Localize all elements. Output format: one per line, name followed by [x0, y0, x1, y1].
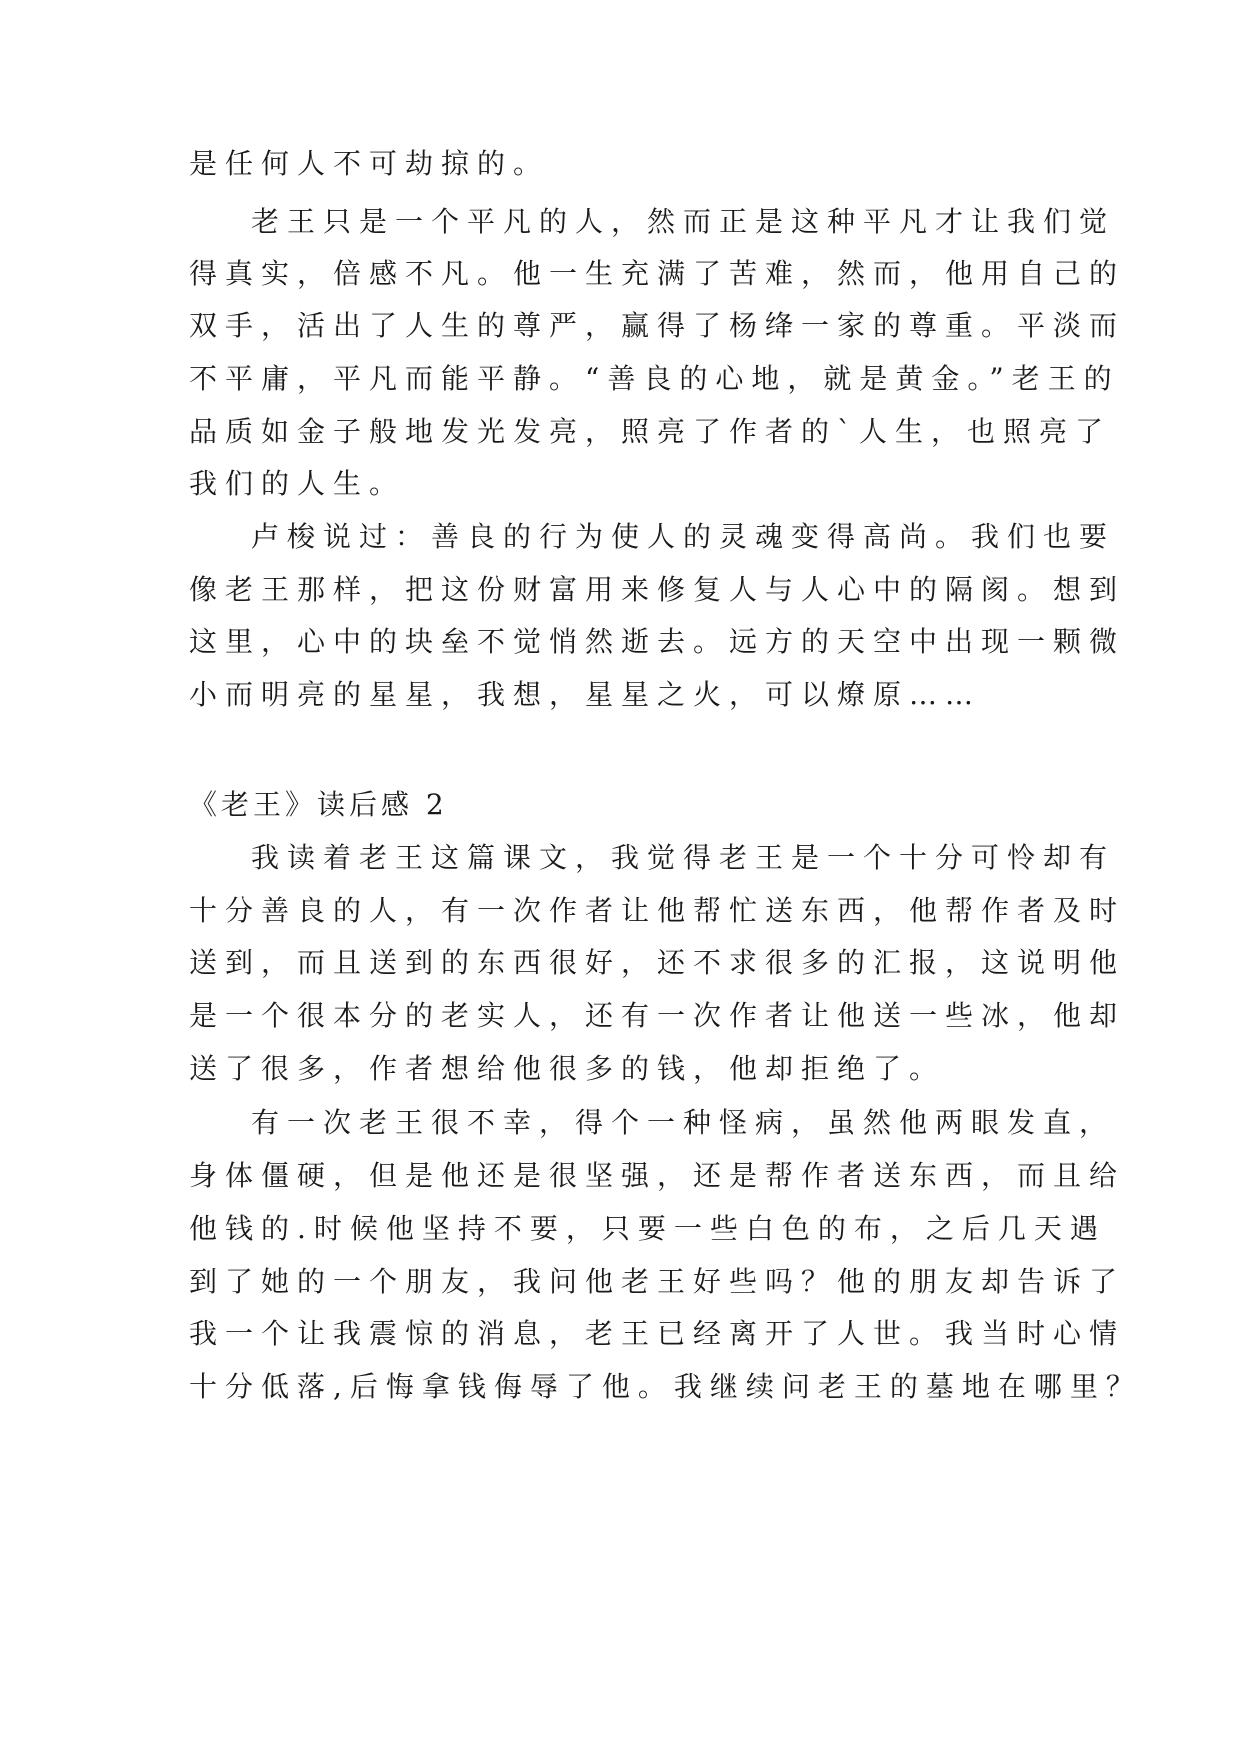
- text-line: 送了很多，作者想给他很多的钱，他却拒绝了。: [189, 1052, 946, 1085]
- text-line: 双手，活出了人生的尊严，赢得了杨绛一家的尊重。平淡而: [189, 309, 1126, 342]
- text-line: 不平庸，平凡而能平静。“善良的心地，就是黄金。”老王的: [189, 362, 1120, 395]
- text-line: 他钱的.时候他坚持不要，只要一些白色的布，之后几天遇: [189, 1212, 1106, 1245]
- text-line: 品质如金子般地发光发亮，照亮了作者的`人生，也照亮了: [189, 415, 1112, 448]
- text-line: 我们的人生。: [189, 467, 406, 500]
- text-line: 这里，心中的块垒不觉悄然逝去。远方的天空中出现一颗微: [189, 625, 1126, 658]
- paragraph-first-line: 我读着老王这篇课文，我觉得老王是一个十分可怜却有: [251, 841, 1116, 874]
- text-line: 是一个很本分的老实人，还有一次作者让他送一些冰，他却: [189, 999, 1126, 1032]
- text-line: 是任何人不可劫掠的。: [189, 147, 550, 180]
- paragraph-first-line: 老王只是一个平凡的人，然而正是这种平凡才让我们觉: [251, 205, 1116, 238]
- section-heading: 《老王》读后感 2: [189, 788, 448, 821]
- paragraph-first-line: 有一次老王很不幸，得个一种怪病，虽然他两眼发直，: [251, 1106, 1116, 1139]
- text-line: 小而明亮的星星，我想，星星之火，可以燎原……: [189, 678, 982, 711]
- paragraph-first-line: 卢梭说过：善良的行为使人的灵魂变得高尚。我们也要: [251, 520, 1116, 553]
- text-line: 身体僵硬，但是他还是很坚强，还是帮作者送东西，而且给: [189, 1159, 1126, 1192]
- text-line: 像老王那样，把这份财富用来修复人与人心中的隔阂。想到: [189, 573, 1126, 606]
- text-line: 十分善良的人，有一次作者让他帮忙送东西，他帮作者及时: [189, 894, 1126, 927]
- text-line: 十分低落,后悔拿钱侮辱了他。我继续问老王的墓地在哪里？: [189, 1370, 1142, 1403]
- text-line: 到了她的一个朋友，我问他老王好些吗？他的朋友却告诉了: [189, 1265, 1126, 1298]
- text-line: 得真实，倍感不凡。他一生充满了苦难，然而，他用自己的: [189, 257, 1126, 290]
- text-line: 我一个让我震惊的消息，老王已经离开了人世。我当时心情: [189, 1317, 1126, 1350]
- text-line: 送到，而且送到的东西很好，还不求很多的汇报，这说明他: [189, 946, 1126, 979]
